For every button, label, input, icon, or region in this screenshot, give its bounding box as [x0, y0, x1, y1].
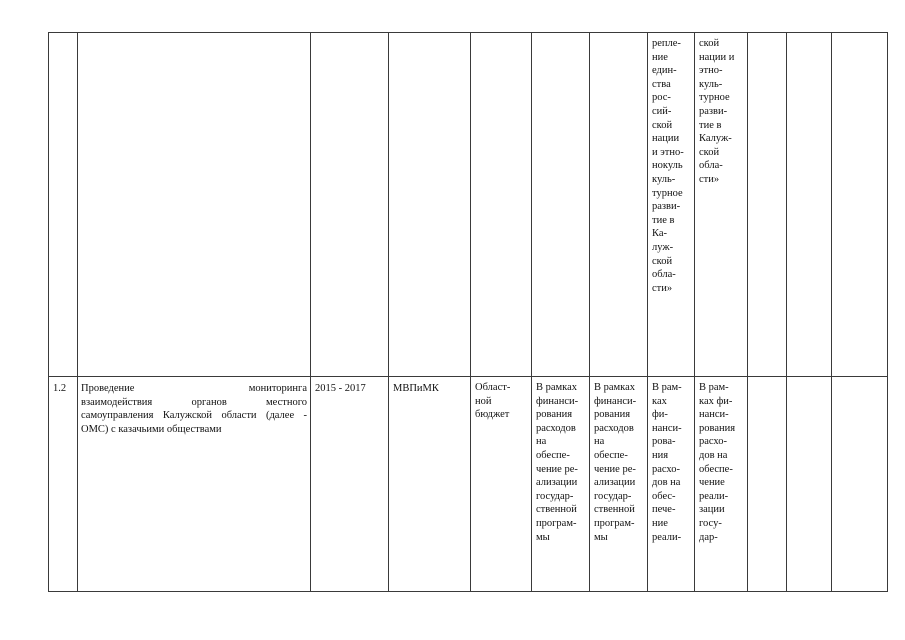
- cell-number-empty: [49, 33, 78, 377]
- activity-description: [78, 377, 310, 436]
- goal-b-text: ской нации и этно- куль- турное разви- тие в Калуж- ской обла- сти»: [699, 38, 735, 185]
- cell-period: [311, 377, 389, 592]
- cell-source-empty: [471, 33, 532, 377]
- cell-description: [78, 377, 311, 592]
- cell-goal-b: [695, 33, 748, 377]
- funding-1-text: В рамках финанси- рования расходов на обеспе- чение ре- ализации государ- ственной програм- мы: [536, 382, 579, 543]
- cell-extra-1-empty: [748, 33, 787, 377]
- cell-description-empty: [78, 33, 311, 377]
- description-first-line: [81, 382, 307, 396]
- cell-funding-1: [532, 377, 590, 592]
- row-number: 1.2: [53, 383, 67, 394]
- cell-funding-1-empty: [532, 33, 590, 377]
- description-rest: взаимодействия органов местного самоуправления Калужской области (далее - ОМС) с казачьими обществами: [81, 396, 307, 435]
- cell-funding-2-empty: [590, 33, 648, 377]
- description-first-word: Проведение: [81, 383, 135, 394]
- cell-extra-3-empty: [832, 33, 888, 377]
- cell-goal-a: [648, 33, 695, 377]
- cell-executor: [389, 377, 471, 592]
- cell-executor-empty: [389, 33, 471, 377]
- source-text: Област- ной бюджет: [475, 382, 511, 421]
- cell-extra-2-empty: [787, 33, 832, 377]
- description-second-word: мониторинга: [248, 383, 307, 394]
- period-text: 2015 - 2017: [315, 383, 366, 394]
- cell-extra-3: [832, 377, 888, 592]
- funding-2-text: В рамках финанси- рования расходов на обеспе- чение ре- ализации государ- ственной програм- мы: [594, 382, 637, 543]
- cell-source: [471, 377, 532, 592]
- funding-3-text: В рам- ках фи- нанси- рова- ния расхо- дов на обес- пече- ние реали-: [652, 382, 682, 543]
- cell-funding-3: [648, 377, 695, 592]
- table-row-continuation: [49, 33, 888, 377]
- cell-extra-1: [748, 377, 787, 592]
- cell-period-empty: [311, 33, 389, 377]
- cell-number: [49, 377, 78, 592]
- funding-4-text: В рам- ках фи- нанси- рования расхо- дов на обеспе- чение реали- зации госу- дар-: [699, 382, 736, 543]
- cell-funding-2: [590, 377, 648, 592]
- cell-extra-2: [787, 377, 832, 592]
- table-row-1-2: [49, 377, 888, 592]
- cell-funding-4: [695, 377, 748, 592]
- program-activities-table: [48, 32, 888, 592]
- goal-a-text: репле- ние един- ства рос- сий- ской нации и этно- нокуль куль- турное разви- тие в Ка- луж- ской обла- сти»: [652, 38, 684, 294]
- executor-text: МВПиМК: [393, 383, 439, 394]
